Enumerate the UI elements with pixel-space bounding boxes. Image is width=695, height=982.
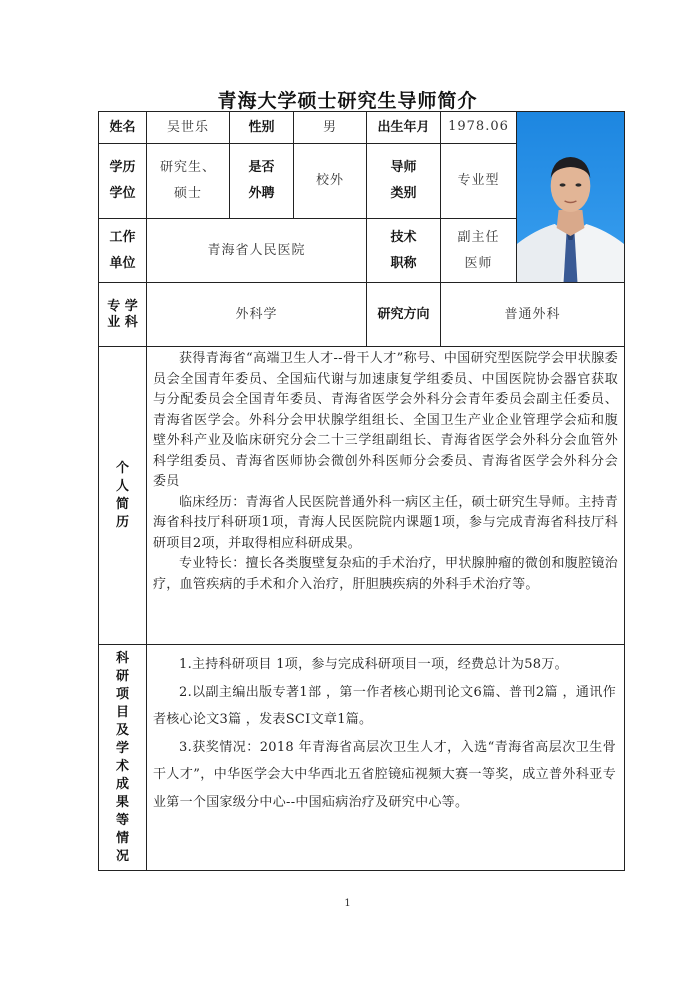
education-label-line2: 学位 (109, 186, 136, 201)
bio-content (147, 347, 625, 645)
bio-label-char: 个 (115, 460, 129, 476)
profile-table (98, 111, 625, 871)
external-label-line1: 是否 (248, 160, 275, 175)
work-unit-label-line1: 工作 (109, 229, 136, 245)
bio-paragraph-specialty: 专业特长：擅长各类腹壁复杂疝的手术治疗，甲状腺肿瘤的微创和腹腔镜治疗，血管疾病的手术和介入治疗，肝胆胰疾病的外科手术治疗等。 (153, 556, 618, 592)
tech-title-label-line1: 技术 (390, 229, 417, 245)
tech-title-label-line2: 职称 (390, 255, 417, 271)
external-value: 校外 (294, 144, 367, 219)
work-unit-label (99, 219, 147, 283)
research-label-char: 等 (115, 812, 129, 828)
name-label: 姓名 (99, 112, 147, 144)
birth-value: 1978.06 (441, 112, 517, 144)
work-unit-value: 青海省人民医院 (147, 219, 367, 283)
supervisor-type-value: 专业型 (441, 144, 517, 219)
tech-title-label (367, 219, 441, 283)
bio-label-char: 历 (115, 514, 129, 530)
page-number: 1 (344, 898, 351, 909)
supervisor-type-label-line2: 类别 (390, 186, 417, 201)
education-value (147, 144, 230, 219)
research-label-char: 术 (115, 758, 129, 774)
tech-title-value-line2: 医师 (464, 255, 493, 271)
bio-paragraph-honors: 获得青海省“高端卫生人才--骨干人才”称号、中国研究型医院学会甲状腺委员会全国青年委员、全国疝代谢与加速康复学组委员、中国医院协会器官获取与分配委员会全国青年委员、青海省医学会外科分会青年委员会副主任委员、青海省医学会。外科分会甲状腺学组组长、全国卫生产业企业管理学会疝和腹壁外科产业及临床研究分会二十三学组副组长、青海省医学会外科分会血管外科学组委员、青海省医师协会微创外科医师分会委员、青海省医学会外科分会委员 (153, 351, 618, 489)
supervisor-type-label-line1: 导师 (390, 160, 417, 175)
major-label (99, 283, 147, 347)
research-label-char: 果 (115, 794, 129, 810)
bio-label (99, 347, 147, 645)
external-label-line2: 外聘 (248, 186, 275, 201)
gender-value: 男 (294, 112, 367, 144)
bio-label-char: 人 (115, 478, 129, 494)
research-label-char: 科 (115, 650, 129, 666)
bio-label-char: 简 (115, 496, 129, 512)
research-label-char: 况 (115, 848, 129, 864)
research-item-projects: 1.主持科研项目 1项，参与完成科研项目一项，经费总计为58万。 (179, 657, 568, 672)
research-item-awards: 3.获奖情况：2018 年青海省高层次卫生人才，入选“青海省高层次卫生骨干人才”，中华医学会大中华西北五省腔镜疝视频大赛一等奖，成立普外科亚专业第一个国家级分中心--中国疝病治疗及研究中心等。 (153, 739, 616, 810)
research-label-char: 项 (115, 686, 129, 702)
research-label-char: 情 (115, 830, 129, 846)
page-title: 青海大学硕士研究生导师简介 (217, 90, 478, 112)
major-value: 外科学 (147, 283, 367, 347)
education-value-line2: 硕士 (173, 186, 202, 201)
education-label (99, 144, 147, 219)
tech-title-value-line1: 副主任 (457, 229, 500, 245)
supervisor-type-label (367, 144, 441, 219)
research-direction-value: 普通外科 (441, 283, 625, 347)
birth-label: 出生年月 (367, 112, 441, 144)
research-label-char: 研 (115, 668, 129, 684)
work-unit-label-line2: 单位 (109, 255, 136, 271)
research-label-char: 学 (115, 740, 129, 756)
research-label-char: 及 (115, 722, 129, 738)
external-label (230, 144, 294, 219)
research-direction-label: 研究方向 (367, 283, 441, 347)
name-value: 吴世乐 (147, 112, 230, 144)
research-content (147, 645, 625, 871)
major-label-line2: 业 科 (107, 314, 138, 330)
tech-title-value (441, 219, 517, 283)
research-label-char: 目 (115, 704, 129, 720)
major-label-line1: 专 学 (107, 298, 138, 314)
gender-label: 性别 (230, 112, 294, 144)
education-value-line1: 研究生、 (159, 160, 216, 175)
research-item-publications: 2.以副主编出版专著1部 ，第一作者核心期刊论文6篇、普刊2篇 ，通讯作者核心论文3篇 ，发表SCI文章1篇。 (153, 684, 616, 727)
portrait-cell (517, 112, 625, 283)
research-label-char: 成 (115, 776, 129, 792)
education-label-line1: 学历 (109, 160, 136, 175)
bio-paragraph-clinical: 临床经历：青海省人民医院普通外科一病区主任，硕士研究生导师。主持青海省科技厅科研项1项，青海人民医院院内课题1项，参与完成青海省科技厅科研项目2项，并取得相应科研成果。 (153, 494, 618, 551)
portrait-photo (517, 112, 624, 282)
research-label (99, 645, 147, 871)
